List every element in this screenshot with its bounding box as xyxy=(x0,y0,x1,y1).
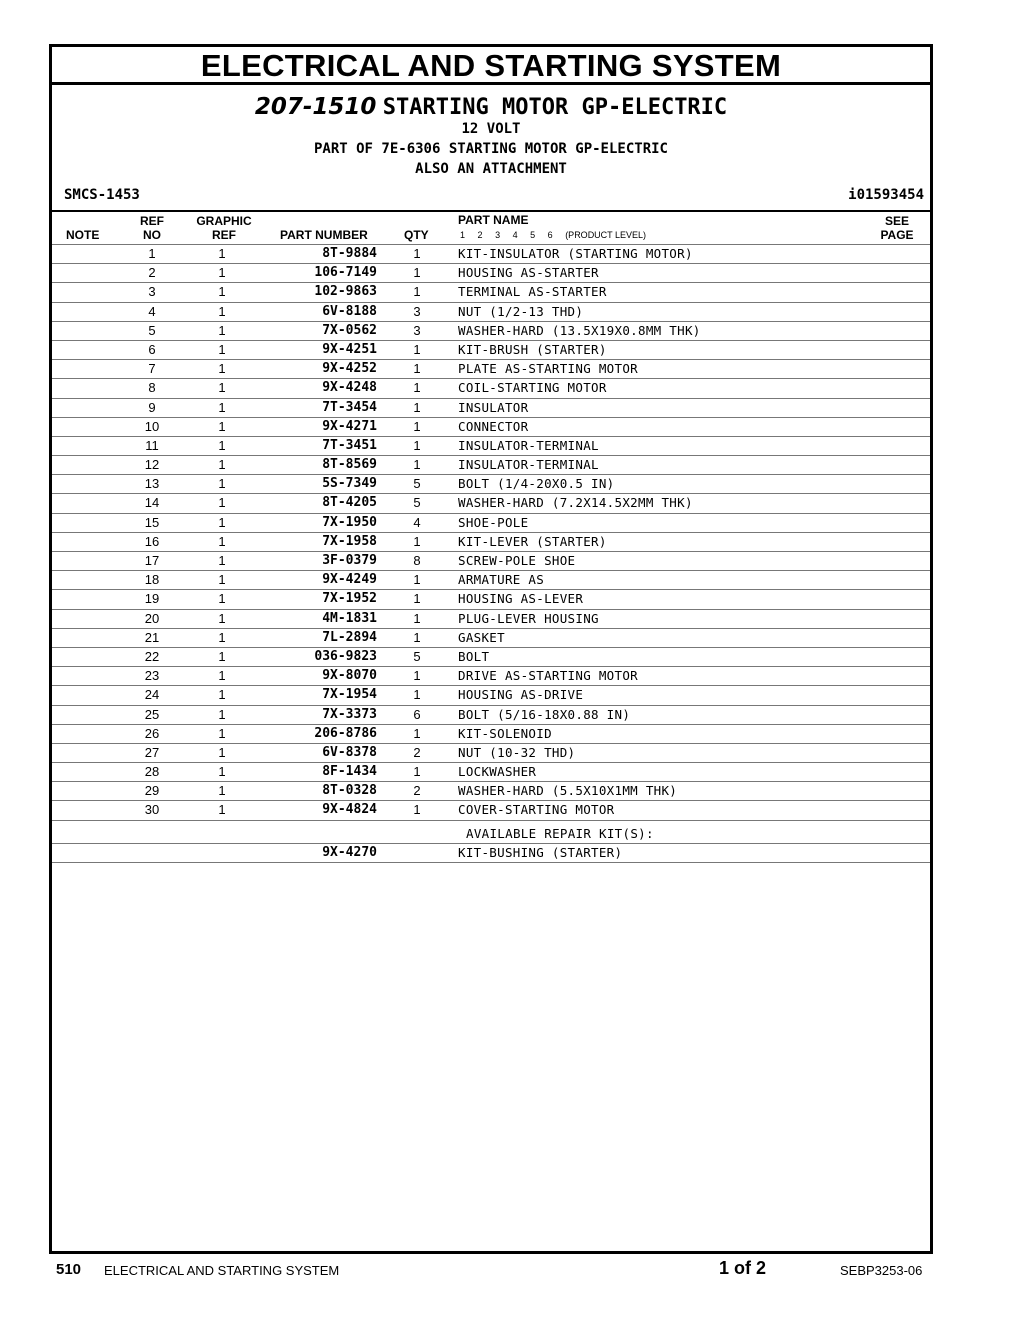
footer-section-name: ELECTRICAL AND STARTING SYSTEM xyxy=(104,1263,340,1278)
part-number: 7X-0562 xyxy=(322,322,377,338)
part-name: COVER-STARTING MOTOR xyxy=(458,802,615,818)
part-number: 4M-1831 xyxy=(322,610,377,626)
quantity: 3 xyxy=(413,303,421,319)
voltage: 12 VOLT xyxy=(461,121,521,137)
part-name: KIT-INSULATOR (STARTING MOTOR) xyxy=(458,246,693,261)
part-name: WASHER-HARD (5.5X10X1MM THK) xyxy=(458,783,678,799)
group-name: STARTING MOTOR GP-ELECTRIC xyxy=(382,95,728,120)
quantity: 1 xyxy=(413,668,421,684)
quantity: 6 xyxy=(413,706,421,722)
part-name: KIT-LEVER (STARTER) xyxy=(458,533,607,549)
graphic-ref: 1 xyxy=(218,725,226,741)
ref-no: 23 xyxy=(144,668,160,684)
table-row xyxy=(52,340,930,359)
part-number: 7X-1958 xyxy=(322,533,377,549)
repair-kits-heading: AVAILABLE REPAIR KIT(S): xyxy=(466,825,654,841)
part-number: 6V-8188 xyxy=(322,303,377,319)
part-number: 8T-8569 xyxy=(322,457,377,473)
table-row xyxy=(52,647,930,666)
graphic-ref: 1 xyxy=(218,495,226,511)
part-number: 9X-4824 xyxy=(322,802,377,818)
col-qty: QTY xyxy=(404,228,429,242)
table-row xyxy=(52,302,930,321)
part-name: SCREW-POLE SHOE xyxy=(458,553,576,568)
quantity: 1 xyxy=(413,246,421,261)
part-name: KIT-SOLENOID xyxy=(458,725,552,741)
ref-no: 17 xyxy=(144,553,160,568)
page-of: 1 of 2 xyxy=(719,1258,767,1278)
graphic-ref: 1 xyxy=(218,476,226,492)
graphic-ref: 1 xyxy=(218,706,226,722)
ref-no: 13 xyxy=(144,476,160,492)
quantity: 5 xyxy=(413,495,421,511)
graphic-ref: 1 xyxy=(218,648,226,664)
part-name: TERMINAL AS-STARTER xyxy=(458,284,607,300)
part-name: NUT (10-32 THD) xyxy=(458,744,576,760)
ref-no: 18 xyxy=(144,572,160,588)
part-number: 206-8786 xyxy=(314,725,377,741)
graphic-ref: 1 xyxy=(218,802,226,818)
table-row xyxy=(52,551,930,570)
quantity: 1 xyxy=(413,725,421,741)
group-number: 207-1510 xyxy=(254,94,377,120)
ref-no: 10 xyxy=(144,418,160,434)
col-ref-no-line2: NO xyxy=(143,228,161,242)
part-number: 8T-0328 xyxy=(322,783,377,799)
part-number: 9X-4271 xyxy=(322,418,377,434)
document-id: SEBP3253-06 xyxy=(840,1263,923,1278)
part-number: 7X-1950 xyxy=(322,514,377,530)
col-graphic-ref-line2: REF xyxy=(212,228,236,242)
graphic-ref: 1 xyxy=(218,361,226,377)
part-name: BOLT (5/16-18X0.88 IN) xyxy=(458,706,631,722)
part-number: 106-7149 xyxy=(314,265,377,281)
col-part-number: PART NUMBER xyxy=(280,228,368,242)
table-row xyxy=(52,436,930,455)
graphic-ref: 1 xyxy=(218,457,226,473)
parts-table xyxy=(52,244,930,863)
col-part-name: PART NAME xyxy=(458,213,529,227)
part-number: 9X-4270 xyxy=(322,844,377,860)
part-number: 036-9823 xyxy=(314,648,377,664)
table-row xyxy=(52,800,930,819)
product-level-2: 2 xyxy=(477,230,483,240)
quantity: 1 xyxy=(413,399,421,415)
table-row xyxy=(52,263,930,282)
product-level-3: 3 xyxy=(495,230,501,240)
table-row xyxy=(52,743,930,762)
quantity: 1 xyxy=(413,533,421,549)
graphic-ref: 1 xyxy=(218,591,226,607)
part-number: 9X-8070 xyxy=(322,668,377,684)
part-name: BOLT xyxy=(458,648,490,664)
table-row xyxy=(52,762,930,781)
col-see-page xyxy=(880,214,914,242)
product-levels xyxy=(460,230,656,240)
quantity: 1 xyxy=(413,687,421,703)
group-heading xyxy=(52,91,930,123)
ref-no: 22 xyxy=(144,648,160,664)
quantity: 1 xyxy=(413,802,421,818)
table-row xyxy=(52,282,930,301)
table-row xyxy=(52,532,930,551)
ref-no: 27 xyxy=(144,744,160,760)
graphic-ref: 1 xyxy=(218,265,226,281)
part-name: COIL-STARTING MOTOR xyxy=(458,380,607,396)
part-name: LOCKWASHER xyxy=(458,764,537,780)
part-name: BOLT (1/4-20X0.5 IN) xyxy=(458,476,615,492)
quantity: 1 xyxy=(413,418,421,434)
graphic-ref: 1 xyxy=(218,553,226,568)
part-name: INSULATOR xyxy=(458,399,529,415)
part-number: 6V-8378 xyxy=(322,744,377,760)
col-graphic-ref xyxy=(192,214,256,242)
quantity: 1 xyxy=(413,764,421,780)
table-row xyxy=(52,493,930,512)
table-row xyxy=(52,724,930,743)
graphic-ref: 1 xyxy=(218,533,226,549)
ref-no: 3 xyxy=(148,284,156,300)
part-name: HOUSING AS-STARTER xyxy=(458,265,599,281)
ref-no: 4 xyxy=(148,303,156,319)
ref-no: 30 xyxy=(144,802,160,818)
part-name: KIT-BUSHING (STARTER) xyxy=(458,844,623,860)
table-row xyxy=(52,398,930,417)
ref-no: 6 xyxy=(148,341,156,357)
ref-no: 7 xyxy=(148,361,156,377)
part-name: WASHER-HARD (7.2X14.5X2MM THK) xyxy=(458,495,693,511)
ref-no: 15 xyxy=(144,514,160,530)
col-graphic-ref-line1: GRAPHIC xyxy=(196,214,252,228)
part-number: 9X-4252 xyxy=(322,361,377,377)
part-name: KIT-BRUSH (STARTER) xyxy=(458,341,607,357)
table-row xyxy=(52,513,930,532)
section-title: ELECTRICAL AND STARTING SYSTEM xyxy=(200,48,782,83)
graphic-ref: 1 xyxy=(218,399,226,415)
quantity: 8 xyxy=(413,553,421,568)
part-name: SHOE-POLE xyxy=(458,514,529,530)
part-name: HOUSING AS-LEVER xyxy=(458,591,584,607)
part-number: 102-9863 xyxy=(314,284,377,300)
table-row xyxy=(52,705,930,724)
quantity: 1 xyxy=(413,610,421,626)
quantity: 1 xyxy=(413,572,421,588)
graphic-ref: 1 xyxy=(218,246,226,261)
part-number: 7T-3451 xyxy=(322,437,377,453)
col-see-page-line1: SEE xyxy=(884,214,909,228)
ref-no: 11 xyxy=(145,437,159,453)
graphic-ref: 1 xyxy=(218,284,226,300)
part-number: 7T-3454 xyxy=(322,399,377,415)
table-row xyxy=(52,589,930,608)
ref-no: 26 xyxy=(144,725,160,741)
part-name: NUT (1/2-13 THD) xyxy=(458,303,584,319)
product-level-6: 6 xyxy=(547,230,553,240)
product-level-1: 1 xyxy=(460,230,466,240)
part-name: HOUSING AS-DRIVE xyxy=(458,687,584,703)
part-name: GASKET xyxy=(458,629,505,645)
part-number: 5S-7349 xyxy=(322,476,377,492)
quantity: 1 xyxy=(413,361,421,377)
col-ref-no-line1: REF xyxy=(140,214,164,228)
part-number: 9X-4248 xyxy=(322,380,377,396)
repair-kits-heading-row xyxy=(52,820,930,843)
ref-no: 9 xyxy=(148,399,156,415)
table-row xyxy=(52,378,930,397)
page-number: 510 xyxy=(56,1261,82,1278)
graphic-ref: 1 xyxy=(218,303,226,319)
part-name: DRIVE AS-STARTING MOTOR xyxy=(458,668,638,684)
quantity: 1 xyxy=(413,591,421,607)
part-number: 7L-2894 xyxy=(322,629,377,645)
repair-kit-row xyxy=(52,843,930,863)
ref-no: 12 xyxy=(144,457,160,473)
quantity: 1 xyxy=(413,341,421,357)
product-level-4: 4 xyxy=(512,230,518,240)
table-top-divider xyxy=(52,210,930,212)
col-see-page-line2: PAGE xyxy=(880,228,914,242)
part-name: INSULATOR-TERMINAL xyxy=(458,437,599,453)
graphic-ref: 1 xyxy=(218,322,226,338)
quantity: 1 xyxy=(413,457,421,473)
part-name: PLATE AS-STARTING MOTOR xyxy=(458,361,638,377)
quantity: 1 xyxy=(413,284,421,300)
smcs-code: SMCS-1453 xyxy=(64,187,140,203)
ref-no: 1 xyxy=(148,246,156,261)
ref-no: 16 xyxy=(144,533,160,549)
part-number: 7X-3373 xyxy=(322,706,377,722)
illustration-id: i01593454 xyxy=(848,187,924,203)
graphic-ref: 1 xyxy=(218,418,226,434)
ref-no: 29 xyxy=(144,783,160,799)
ref-no: 5 xyxy=(148,322,156,338)
parts-page-frame xyxy=(49,44,933,1254)
part-number: 7X-1954 xyxy=(322,687,377,703)
part-of-note: PART OF 7E-6306 STARTING MOTOR GP-ELECTRIC xyxy=(313,141,668,157)
table-row xyxy=(52,628,930,647)
graphic-ref: 1 xyxy=(218,687,226,703)
table-row xyxy=(52,321,930,340)
product-level-5: 5 xyxy=(530,230,536,240)
ref-no: 2 xyxy=(148,265,156,281)
table-row xyxy=(52,570,930,589)
quantity: 4 xyxy=(413,514,421,530)
table-row xyxy=(52,666,930,685)
ref-no: 28 xyxy=(144,764,160,780)
part-number: 8T-4205 xyxy=(322,495,377,511)
ref-no: 24 xyxy=(144,687,160,703)
table-row xyxy=(52,244,930,263)
part-number: 9X-4249 xyxy=(322,572,377,588)
ref-no: 25 xyxy=(144,706,160,722)
table-row xyxy=(52,359,930,378)
col-ref-no xyxy=(136,214,168,242)
part-name: CONNECTOR xyxy=(458,418,529,434)
quantity: 1 xyxy=(413,629,421,645)
part-number: 3F-0379 xyxy=(322,553,377,568)
graphic-ref: 1 xyxy=(218,572,226,588)
quantity: 1 xyxy=(413,437,421,453)
quantity: 3 xyxy=(413,322,421,338)
ref-no: 20 xyxy=(144,610,160,626)
graphic-ref: 1 xyxy=(218,764,226,780)
part-name: PLUG-LEVER HOUSING xyxy=(458,610,599,626)
graphic-ref: 1 xyxy=(218,380,226,396)
part-number: 9X-4251 xyxy=(322,341,377,357)
graphic-ref: 1 xyxy=(218,514,226,530)
table-row xyxy=(52,685,930,704)
graphic-ref: 1 xyxy=(218,668,226,684)
graphic-ref: 1 xyxy=(218,437,226,453)
attachment-note: ALSO AN ATTACHMENT xyxy=(415,161,567,177)
part-number: 8F-1434 xyxy=(322,764,377,780)
quantity: 5 xyxy=(413,476,421,492)
title-divider xyxy=(52,82,930,85)
part-name: ARMATURE AS xyxy=(458,572,545,588)
table-row xyxy=(52,609,930,628)
part-number: 8T-9884 xyxy=(322,246,377,261)
col-note: NOTE xyxy=(66,228,100,242)
part-name: INSULATOR-TERMINAL xyxy=(458,457,599,473)
part-name: WASHER-HARD (13.5X19X0.8MM THK) xyxy=(458,322,701,338)
ref-no: 21 xyxy=(144,629,160,645)
graphic-ref: 1 xyxy=(218,629,226,645)
quantity: 2 xyxy=(413,783,421,799)
graphic-ref: 1 xyxy=(218,610,226,626)
ref-no: 14 xyxy=(144,495,160,511)
graphic-ref: 1 xyxy=(218,783,226,799)
quantity: 5 xyxy=(413,648,421,664)
quantity: 2 xyxy=(413,744,421,760)
graphic-ref: 1 xyxy=(218,341,226,357)
table-row xyxy=(52,781,930,800)
quantity: 1 xyxy=(413,265,421,281)
product-level-label: (PRODUCT LEVEL) xyxy=(565,230,647,240)
table-row xyxy=(52,417,930,436)
part-number: 7X-1952 xyxy=(322,591,377,607)
graphic-ref: 1 xyxy=(218,744,226,760)
ref-no: 19 xyxy=(144,591,160,607)
ref-no: 8 xyxy=(148,380,156,396)
table-row xyxy=(52,455,930,474)
quantity: 1 xyxy=(413,380,421,396)
table-row xyxy=(52,474,930,493)
